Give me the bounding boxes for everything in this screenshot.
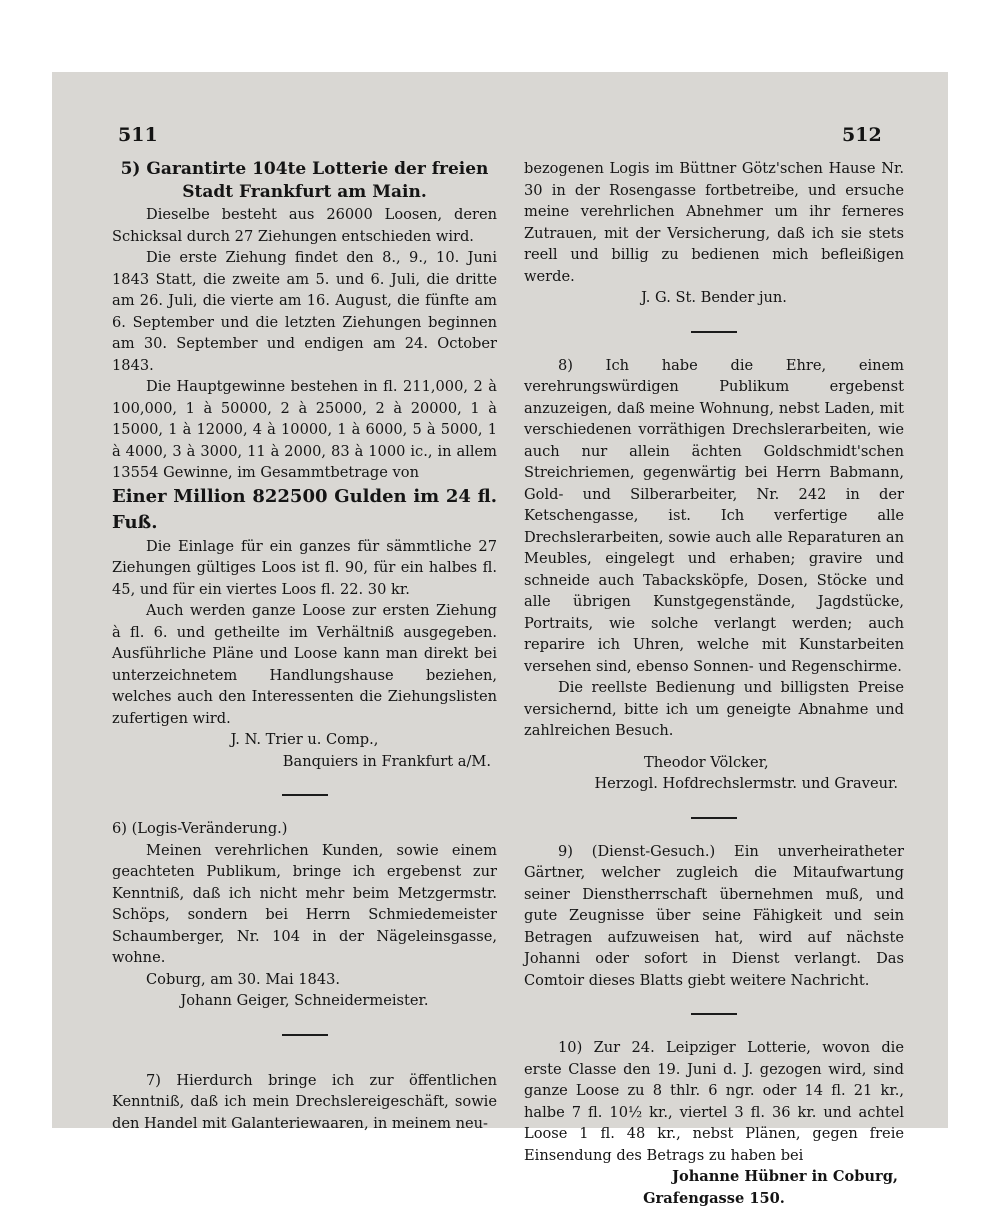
- ad6-signature: Johann Geiger, Schneidermeister.: [112, 990, 497, 1012]
- ad5-paragraph-6: Auch werden ganze Loose zur ersten Ziehung à fl. 6. und getheilte im Verhältniß ausgegeben. Ausführliche Pläne und Loose kann man direkt bei unterzeichnetem Handlungshause beziehen, welches auch den Interessenten die Ziehungslisten zufertigen wird.: [112, 600, 497, 729]
- ad5-paragraph-1: Dieselbe besteht aus 26000 Loosen, deren Schicksal durch 27 Ziehungen entschieden wird.: [112, 204, 497, 247]
- ad5-signature-name: J. N. Trier u. Comp.,: [112, 729, 497, 751]
- ad8-signature-name: Theodor Völcker,: [524, 752, 904, 774]
- ad6-title: 6) (Logis-Veränderung.): [112, 818, 497, 840]
- ad7-paragraph-start: 7) Hierdurch bringe ich zur öffentlichen Kenntniß, daß ich mein Drechslereigeschäft, sowie den Handel mit Galanteriewaaren, in meinem neu-: [112, 1070, 497, 1135]
- ad7-paragraph-continued: bezogenen Logis im Büttner Götz'schen Hause Nr. 30 in der Rosengasse fortbetreibe, und ersuche meine verehrlichen Abnehmer um ihr ferneres Zutrauen, mit der Versicherung, daß ich sie stets reell und billig zu bedienen mich befleißigen werde.: [524, 158, 904, 287]
- right-column: [524, 158, 904, 1209]
- ad10-paragraph: 10) Zur 24. Leipziger Lotterie, wovon die erste Classe den 19. Juni d. J. gezogen wird, sind ganze Loose zu 8 thlr. 6 ngr. oder 14 fl. 21 kr., halbe 7 fl. 10½ kr., viertel 3 fl. 36 kr. und achtel Loose 1 fl. 48 kr., nebst Plänen, gegen freie Einsendung des Betrags zu haben bei: [524, 1037, 904, 1166]
- ad6-place-date: Coburg, am 30. Mai 1843.: [112, 969, 497, 991]
- ad5-title-line1: 5) Garantirte 104te Lotterie der freien: [112, 158, 497, 181]
- ad10-signature-name: Johanne Hübner in Coburg,: [524, 1166, 904, 1188]
- ad5-paragraph-3: Die Hauptgewinne bestehen in fl. 211,000, 2 à 100,000, 1 à 50000, 2 à 25000, 2 à 20000, 1 à 15000, 1 à 12000, 4 à 10000, 1 à 6000, 5 à 5000, 1 à 4000, 3 à 3000, 11 à 2000, 83 à 1000 ic., in allem 13554 Gewinne, im Gesammtbetrage von: [112, 376, 497, 484]
- ad9-paragraph: 9) (Dienst-Gesuch.) Ein unverheiratheter Gärtner, welcher zugleich die Mitaufwartung seiner Dienstherrschaft übernehmen muß, und gute Zeugnisse über seine Fähigkeit und sein Betragen aufzuweisen hat, wird auf nächste Johanni oder sofort in Dienst verlangt. Das Comtoir dieses Blatts giebt weitere Nachricht.: [524, 841, 904, 992]
- ad5-title-line2: Stadt Frankfurt am Main.: [112, 181, 497, 204]
- ad6-paragraph: Meinen verehrlichen Kunden, sowie einem geachteten Publikum, bringe ich ergebenst zur Kenntniß, daß ich nicht mehr beim Metzgermstr. Schöps, sondern bei Herrn Schmiedemeister Schaumberger, Nr. 104 in der Nägeleinsgasse, wohne.: [112, 840, 497, 969]
- page-number-left: 511: [118, 124, 158, 146]
- ad8-paragraph-2: Die reellste Bedienung und billigsten Preise versichernd, bitte ich um geneigte Abnahme und zahlreichen Besuch.: [524, 677, 904, 742]
- ad8-paragraph-1: 8) Ich habe die Ehre, einem verehrungswürdigen Publikum ergebenst anzuzeigen, daß meine Wohnung, nebst Laden, mit verschiedenen vorräthigen Drechslerarbeiten, wie auch nur allein ächten Goldschmidt'schen Streichriemen, gegenwärtig bei Herrn Babmann, Gold- und Silberarbeiter, Nr. 242 in der Ketschengasse, ist. Ich verfertige alle Drechslerarbeiten, sowie auch alle Reparaturen an Meubles, eingelegt und erhaben; gravire und schneide auch Tabacksköpfe, Dosen, Stöcke und alle übrigen Kunstgegenstände, Jagdstücke, Portraits, wie solche verlangt werden; auch reparire ich Uhren, welche mit Kunstarbeiten versehen sind, ebenso Sonnen- und Regenschirme.: [524, 355, 904, 678]
- ad5-prize-total: Einer Million 822500 Gulden im 24 fl. Fuß.: [112, 484, 497, 536]
- ad5-signature-place: Banquiers in Frankfurt a/M.: [112, 751, 497, 773]
- left-column: [112, 158, 497, 1134]
- ad5-paragraph-5: Die Einlage für ein ganzes für sämmtliche 27 Ziehungen gültiges Loos ist fl. 90, für ein halbes fl. 45, und für ein viertes Loos fl. 22. 30 kr.: [112, 536, 497, 601]
- ad7-signature: J. G. St. Bender jun.: [524, 287, 904, 309]
- ad10-signature-address: Grafengasse 150.: [524, 1188, 904, 1209]
- ad5-paragraph-2: Die erste Ziehung findet den 8., 9., 10. Juni 1843 Statt, die zweite am 5. und 6. Juli, die dritte am 26. Juli, die vierte am 16. August, die fünfte am 6. September und die letzten Ziehungen beginnen am 30. September und endigen am 24. October 1843.: [112, 247, 497, 376]
- page-number-right: 512: [842, 124, 882, 146]
- ad8-signature-title: Herzogl. Hofdrechslermstr. und Graveur.: [524, 773, 904, 795]
